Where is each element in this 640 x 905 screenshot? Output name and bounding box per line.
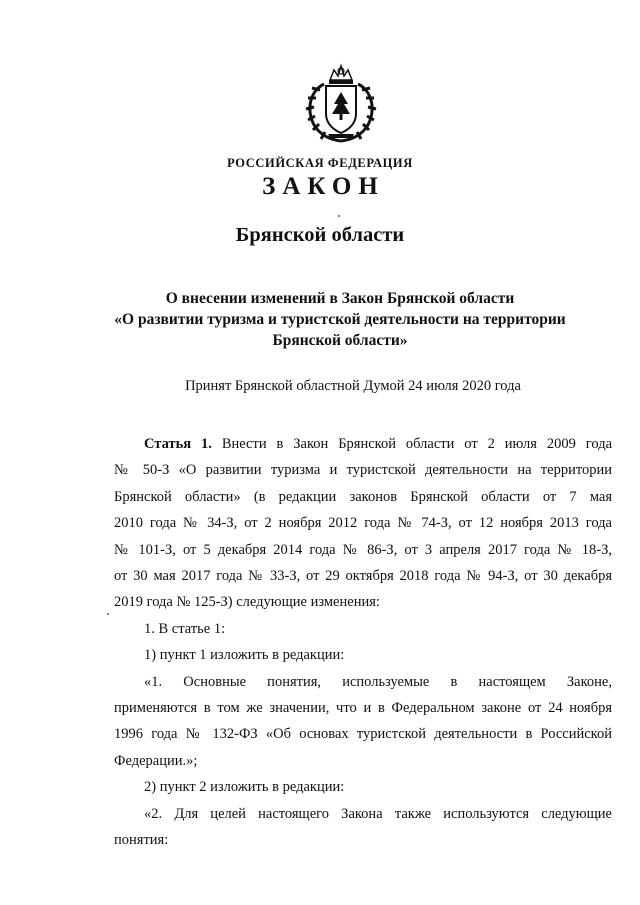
item-text-line: «2. Для целей настоящего Закона также используются следующие: [144, 805, 612, 822]
item-text-line: применяются в том же значении, что и в Федеральном законе от 24 ноября: [114, 700, 612, 717]
item-text-line: «1. Основные понятия, используемые в настоящем Законе,: [144, 673, 612, 690]
country-heading: РОССИЙСКАЯ ФЕДЕРАЦИЯ: [227, 156, 413, 170]
article-text-line: от 30 мая 2017 года № 33-З, от 29 октября 2018 года № 94-З, от 30 декабря: [114, 568, 612, 585]
coat-of-arms-icon: [294, 62, 388, 144]
law-title-line: Брянской области»: [272, 332, 408, 349]
law-title-line: О внесении изменений в Закон Брянской области: [165, 290, 515, 307]
item-paragraph: 1) пункт 1 изложить в редакции:: [144, 647, 345, 664]
article-text-line: Внести в Закон Брянской области от 2 июля 2009 года: [221, 436, 613, 452]
region-heading: Брянской области: [235, 224, 405, 246]
item-text-line: 1996 года № 132-ФЗ «Об основах туристской деятельности в Российской: [114, 726, 612, 743]
article-text-line: 2019 года № 125-З) следующие изменения:: [114, 594, 380, 611]
article-label: Статья 1.: [144, 436, 212, 452]
scan-speck: [107, 613, 109, 615]
law-title-line: «О развитии туризма и туристской деятельности на территории: [114, 311, 566, 328]
article-1-paragraph: [114, 431, 612, 457]
law-title: [90, 288, 590, 351]
law-heading: ЗАКОН: [262, 173, 385, 200]
item-text-line: Федерации.»;: [114, 752, 198, 769]
article-text-line: Брянской области» (в редакции законов Брянской области от 7 мая: [114, 488, 612, 505]
article-text-line: № 50-З «О развитии туризма и туристской деятельности на территории: [114, 462, 612, 479]
scan-speck: [338, 215, 340, 217]
adoption-note: Принят Брянской областной Думой 24 июля 2020 года: [185, 378, 521, 394]
document-body: [114, 431, 612, 854]
article-text-line: № 101-З, от 5 декабря 2014 года № 86-З, от 3 апреля 2017 года № 18-З,: [114, 541, 612, 558]
item-paragraph: 2) пункт 2 изложить в редакции:: [144, 779, 345, 796]
article-text-line: 2010 года № 34-З, от 2 ноября 2012 года № 74-З, от 12 ноября 2013 года: [114, 515, 612, 532]
item-text-line: понятия:: [114, 832, 169, 849]
item-paragraph: 1. В статье 1:: [144, 620, 226, 637]
